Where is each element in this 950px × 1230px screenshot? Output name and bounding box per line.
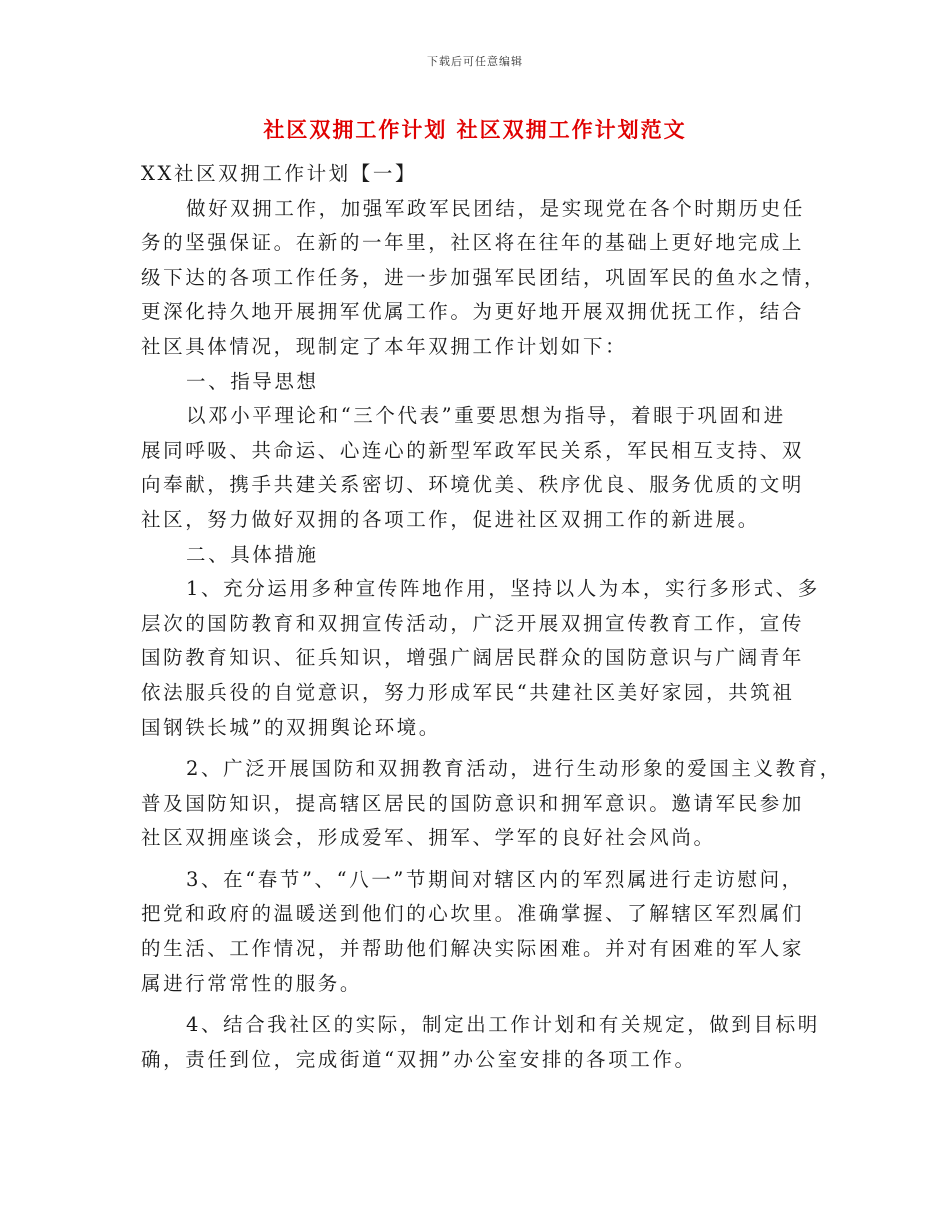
- paragraph-line: 更深化持久地开展拥军优属工作。为更好地开展双拥优抚工作，结合: [141, 300, 805, 324]
- paragraph-line: 1、充分运用多种宣传阵地作用，坚持以人为本，实行多形式、多: [186, 577, 820, 601]
- paragraph-line: 3、在“春节”、“八一”节期间对辖区内的军烈属进行走访慰问，: [186, 867, 804, 891]
- paragraph-line: 国钢铁长城”的双拥舆论环境。: [141, 715, 441, 739]
- paragraph-line: 依法服兵役的自觉意识，努力形成军民“共建社区美好家园，共筑祖: [141, 680, 795, 704]
- paragraph-line: 层次的国防教育和双拥宣传活动，广泛开展双拥宣传教育工作，宣传: [141, 611, 805, 635]
- section-heading-specific-measures: 二、具体措施: [186, 542, 319, 566]
- paragraph-line: 把党和政府的温暖送到他们的心坎里。准确掌握、了解辖区军烈属们: [141, 902, 805, 926]
- paragraph-line: 务的坚强保证。在新的一年里，社区将在往年的基础上更好地完成上: [141, 231, 805, 255]
- paragraph-line: 社区，努力做好双拥的各项工作，促进社区双拥工作的新进展。: [141, 507, 760, 531]
- paragraph-line: 以邓小平理论和“三个代表”重要思想为指导，着眼于巩固和进: [186, 404, 786, 428]
- section-heading-guiding-ideology: 一、指导思想: [186, 369, 319, 393]
- document-body: [141, 157, 842, 1077]
- paragraph-line: 社区双拥座谈会，形成爱军、拥军、学军的良好社会风尚。: [141, 826, 716, 850]
- section-heading-plan-1: XX社区双拥工作计划【一】: [141, 162, 418, 185]
- paragraph-line: 社区具体情况，现制定了本年双拥工作计划如下：: [141, 334, 628, 358]
- paragraph-line: 向奉献，携手共建关系密切、环境优美、秩序优良、服务优质的文明: [141, 473, 805, 497]
- paragraph-line: 国防教育知识、征兵知识，增强广阔居民群众的国防意识与广阔青年: [141, 646, 805, 670]
- paragraph-line: 4、结合我社区的实际，制定出工作计划和有关规定，做到目标明: [186, 1013, 820, 1037]
- paragraph-line: 的生活、工作情况，并帮助他们解决实际困难。并对有困难的军人家: [141, 937, 805, 961]
- paragraph-line: 2、广泛开展国防和双拥教育活动，进行生动形象的爱国主义教育，: [186, 757, 842, 781]
- paragraph-line: 做好双拥工作，加强军政军民团结，是实现党在各个时期历史任: [186, 196, 805, 220]
- document-title: 社区双拥工作计划 社区双拥工作计划范文: [263, 117, 687, 142]
- page-header-note: 下载后可任意编辑: [427, 55, 523, 68]
- paragraph-line: 展同呼吸、共命运、心连心的新型军政军民关系，军民相互支持、双: [141, 438, 805, 462]
- paragraph-line: 普及国防知识，提高辖区居民的国防意识和拥军意识。邀请军民参加: [141, 791, 805, 815]
- paragraph-line: 确，责任到位，完成街道“双拥”办公室安排的各项工作。: [141, 1047, 697, 1071]
- paragraph-line: 级下达的各项工作任务，进一步加强军民团结，巩固军民的鱼水之情，: [141, 265, 827, 289]
- paragraph-line: 属进行常常性的服务。: [141, 971, 363, 995]
